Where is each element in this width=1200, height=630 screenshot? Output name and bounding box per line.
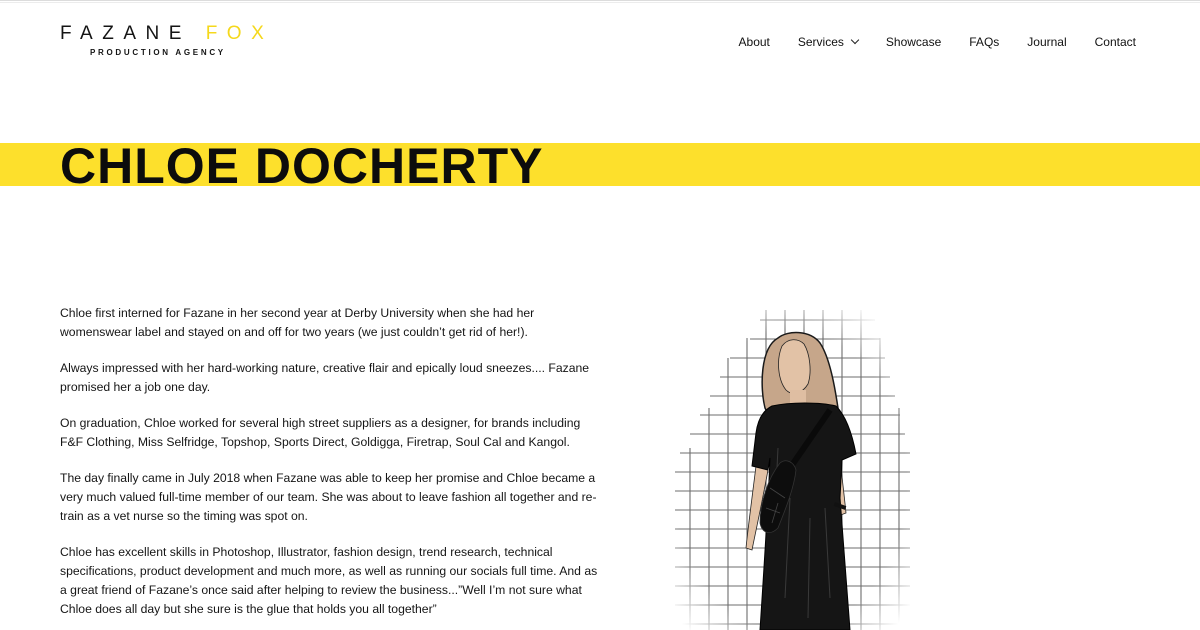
logo-word-fazane: FAZANE bbox=[60, 23, 191, 44]
nav-services-label: Services bbox=[797, 35, 844, 49]
chevron-down-icon bbox=[851, 36, 859, 44]
portrait-illustration-graphic bbox=[660, 298, 920, 630]
nav-showcase[interactable] bbox=[886, 35, 941, 49]
portrait-illustration bbox=[660, 298, 920, 630]
logo-word-fox: FOX bbox=[205, 23, 274, 44]
nav-journal-label: Journal bbox=[1027, 35, 1067, 49]
page-title: CHLOE DOCHERTY bbox=[60, 138, 544, 194]
nav-about[interactable] bbox=[739, 35, 770, 49]
bio-paragraph: On graduation, Chloe worked for several high street suppliers as a designer, for brands including F&F Clothing, Miss Selfridge, Topshop, Sports Direct, Goldigga, Firetrap, Soul Cal and Kangol. bbox=[60, 416, 581, 449]
bio-text bbox=[60, 304, 605, 630]
main-nav bbox=[739, 35, 1136, 49]
logo-wordmark bbox=[60, 23, 274, 44]
nav-services[interactable] bbox=[798, 35, 858, 49]
bio-paragraph: Chloe has excellent skills in Photoshop, Illustrator, fashion design, trend research, technical specifications, product development and much more, as well as running our socials full time. And as a great friend of Fazane’s once said after helping to review the business...”Well I’m not sure what Chloe does all day but she sure is the glue that holds you all together” bbox=[60, 545, 598, 616]
nav-showcase-label: Showcase bbox=[885, 35, 942, 49]
nav-contact-label: Contact bbox=[1094, 35, 1136, 49]
nav-contact[interactable] bbox=[1095, 35, 1136, 49]
nav-faqs[interactable] bbox=[969, 35, 999, 49]
nav-faqs-label: FAQs bbox=[969, 35, 1000, 49]
bio-paragraph: The day finally came in July 2018 when Fazane was able to keep her promise and Chloe became a very much valued full-time member of our team. She was about to leave fashion all together and re-train as a vet nurse so the timing was spot on. bbox=[60, 471, 597, 523]
bio-paragraph: Always impressed with her hard-working nature, creative flair and epically loud sneezes.... Fazane promised her a job one day. bbox=[60, 361, 590, 394]
nav-journal[interactable] bbox=[1027, 35, 1066, 49]
nav-about-label: About bbox=[738, 35, 770, 49]
logo[interactable] bbox=[60, 23, 274, 64]
bio-paragraph: Chloe first interned for Fazane in her second year at Derby University when she had her womenswear label and stayed on and off for two years (we just couldn’t get rid of her!). bbox=[60, 306, 535, 339]
logo-tagline: PRODUCTION AGENCY bbox=[90, 48, 226, 57]
top-border bbox=[0, 0, 1200, 3]
